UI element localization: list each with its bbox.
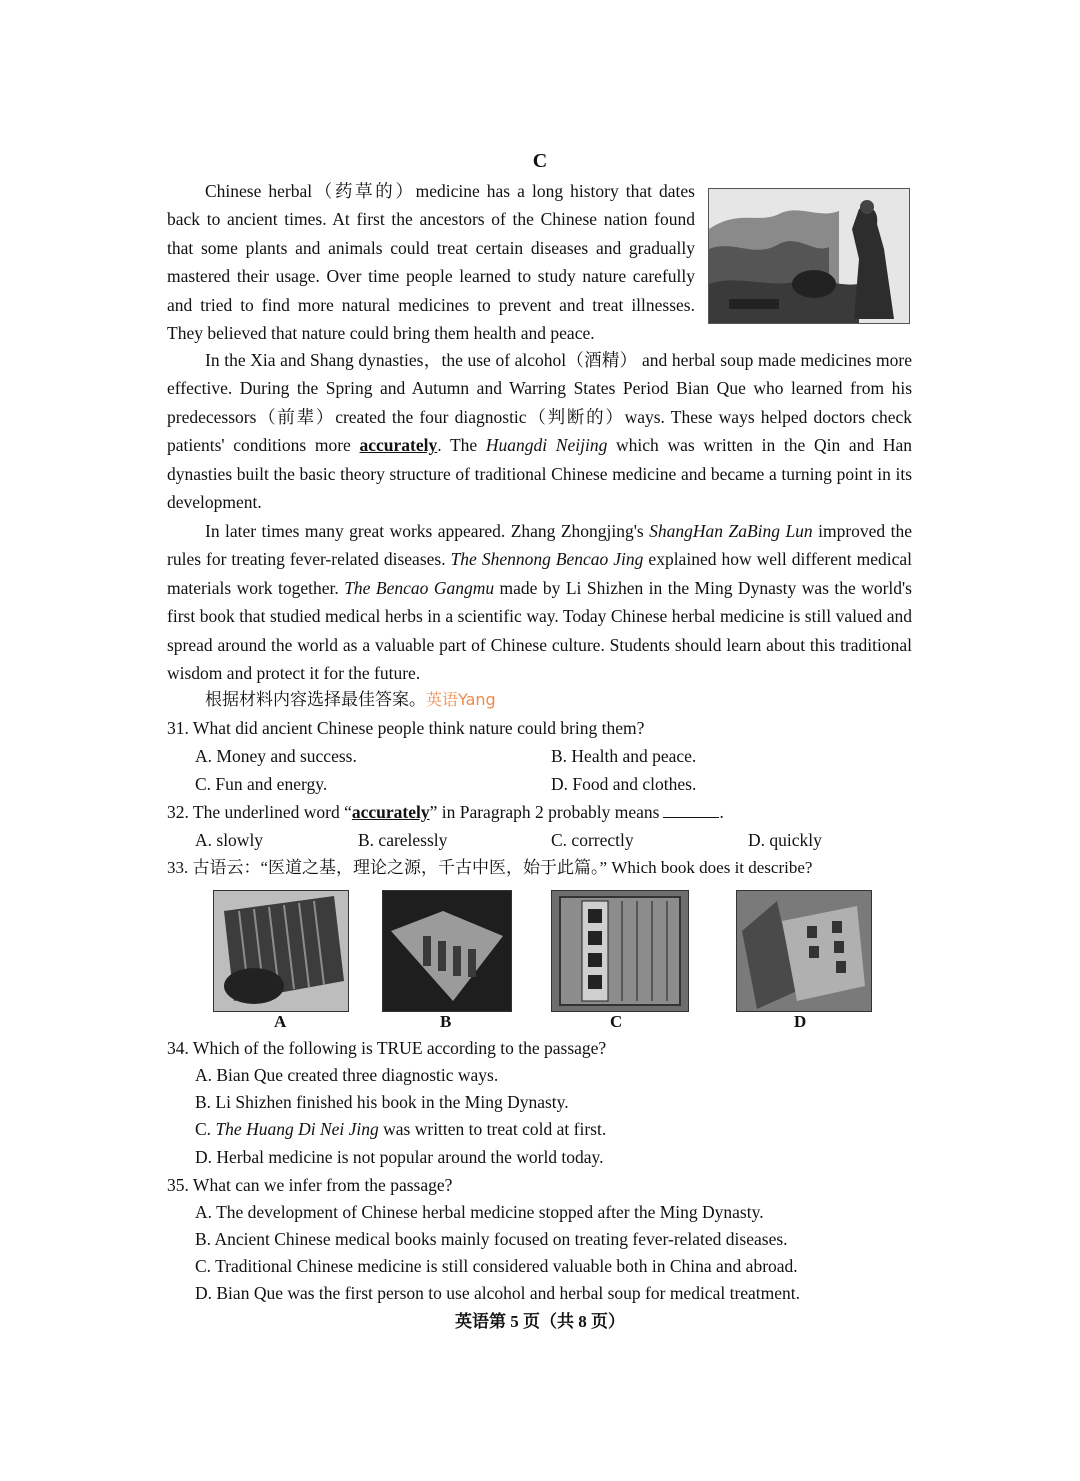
q34-option-a: A. Bian Que created three diagnostic ways.	[195, 1065, 499, 1085]
question-34-stem: 34. Which of the following is TRUE according to the passage?	[167, 1038, 607, 1058]
book-title-shennong: The Shennong Bencao Jing	[450, 549, 644, 570]
book-image-d-stacked-books	[736, 890, 872, 1012]
q32-option-c: C. correctly	[551, 830, 634, 850]
q31-option-c: C. Fun and energy.	[195, 774, 328, 794]
underlined-word-accurately: accurately	[359, 435, 438, 456]
book-label-c: C	[610, 1012, 623, 1031]
q34-option-c-prefix: C.	[195, 1119, 216, 1139]
passage-paragraph-1	[167, 177, 695, 347]
passage-paragraph-2	[167, 346, 912, 516]
q32-option-a: A. slowly	[195, 830, 264, 850]
book-label-d: D	[794, 1012, 807, 1031]
q31-option-a: A. Money and success.	[195, 746, 357, 766]
p3-text-d: made by Li Shizhen in the Ming Dynasty was the world's first book that studied medical herbs in a scientific way. Today Chinese herbal medicine is still valued and spread around the world as a valuable part of Chinese culture. Students should learn about this traditional wisdom and protect it for the future.	[167, 577, 912, 684]
book-label-b: B	[440, 1012, 452, 1031]
q32-stem-b: ” in Paragraph 2 probably means	[429, 802, 660, 822]
book-image-a-bamboo-scroll	[213, 890, 349, 1012]
q34-option-b: B. Li Shizhen finished his book in the Ming Dynasty.	[195, 1092, 569, 1112]
q32-stem-c: .	[719, 802, 724, 822]
book-label-a: A	[274, 1012, 287, 1031]
question-33-stem: 33. 古语云：“医道之基，理论之源，千古中医，始于此篇。” Which book does it describe?	[167, 858, 813, 877]
q31-option-b: B. Health and peace.	[551, 746, 697, 766]
q35-option-b: B. Ancient Chinese medical books mainly focused on treating fever-related diseases.	[195, 1229, 788, 1249]
q32-underlined-word: accurately	[351, 802, 430, 822]
p2-text-c: which was written in the Qin and Han dynasties built the basic theory structure of traditional Chinese medicine and became a turning point in its development.	[167, 435, 912, 513]
q32-option-b: B. carelessly	[358, 830, 448, 850]
scholar-landscape-illustration	[708, 188, 910, 324]
question-32-stem	[167, 798, 724, 826]
answer-blank	[663, 817, 719, 818]
page-footer: 英语第 5 页（共 8 页）	[455, 1312, 625, 1331]
q35-option-c: C. Traditional Chinese medicine is still considered valuable both in China and abroad.	[195, 1256, 798, 1276]
p3-text-b: improved the rules for treating fever-related diseases.	[167, 521, 912, 570]
q35-option-a: A. The development of Chinese herbal medicine stopped after the Ming Dynasty.	[195, 1202, 764, 1222]
q34-book-title: The Huang Di Nei Jing	[215, 1119, 379, 1139]
p2-text-b: . The	[437, 435, 486, 456]
q34-option-d: D. Herbal medicine is not popular around the world today.	[195, 1147, 604, 1167]
q35-option-d: D. Bian Que was the first person to use alcohol and herbal soup for medical treatment.	[195, 1283, 801, 1303]
question-31-stem: 31. What did ancient Chinese people think nature could bring them?	[167, 718, 645, 738]
watermark-text: 英语Yang	[426, 690, 496, 709]
q32-option-d: D. quickly	[748, 830, 822, 850]
q34-option-c	[195, 1115, 606, 1143]
passage-paragraph-3	[167, 517, 912, 687]
p1-text: Chinese herbal（药草的）medicine has a long history that dates back to ancient times. At first the ancestors of the Chinese nation found that some plants and animals could treat certain diseases and gradually mastered their usage. Over time people learned to study nature carefully and tried to find more natural medicines to prevent and treat illnesses. They believed that nature could bring them health and peace.	[167, 181, 695, 344]
p3-text-c: explained how well different medical materials work together.	[167, 549, 913, 598]
q32-stem-a: 32. The underlined word “	[167, 802, 352, 822]
book-title-bencao-gangmu: The Bencao Gangmu	[344, 577, 495, 598]
p2-text-a: In the Xia and Shang dynasties，the use of alcohol（酒精） and herbal soup made medicines more effective. During the Spring and Autumn and Warring States Period Bian Que who learned from his predecessors（前辈）created the four diagnostic（判断的）ways. These ways helped doctors check patients' conditions more	[167, 350, 912, 456]
question-35-stem: 35. What can we infer from the passage?	[167, 1175, 453, 1195]
book-title-shanghan: ShangHan ZaBing Lun	[649, 521, 813, 541]
book-image-b-open-book	[382, 890, 512, 1012]
q34-option-c-rest: was written to treat cold at first.	[378, 1119, 607, 1139]
instruction-line	[205, 686, 496, 714]
section-heading: C	[532, 150, 548, 172]
book-title-huangdi-neijing: Huangdi Neijing	[485, 435, 608, 456]
instruction-text: 根据材料内容选择最佳答案。	[205, 690, 426, 709]
book-image-c-book-cover	[551, 890, 689, 1012]
q31-option-d: D. Food and clothes.	[551, 774, 697, 794]
p3-text-a: In later times many great works appeared. Zhang Zhongjing's	[205, 521, 650, 541]
